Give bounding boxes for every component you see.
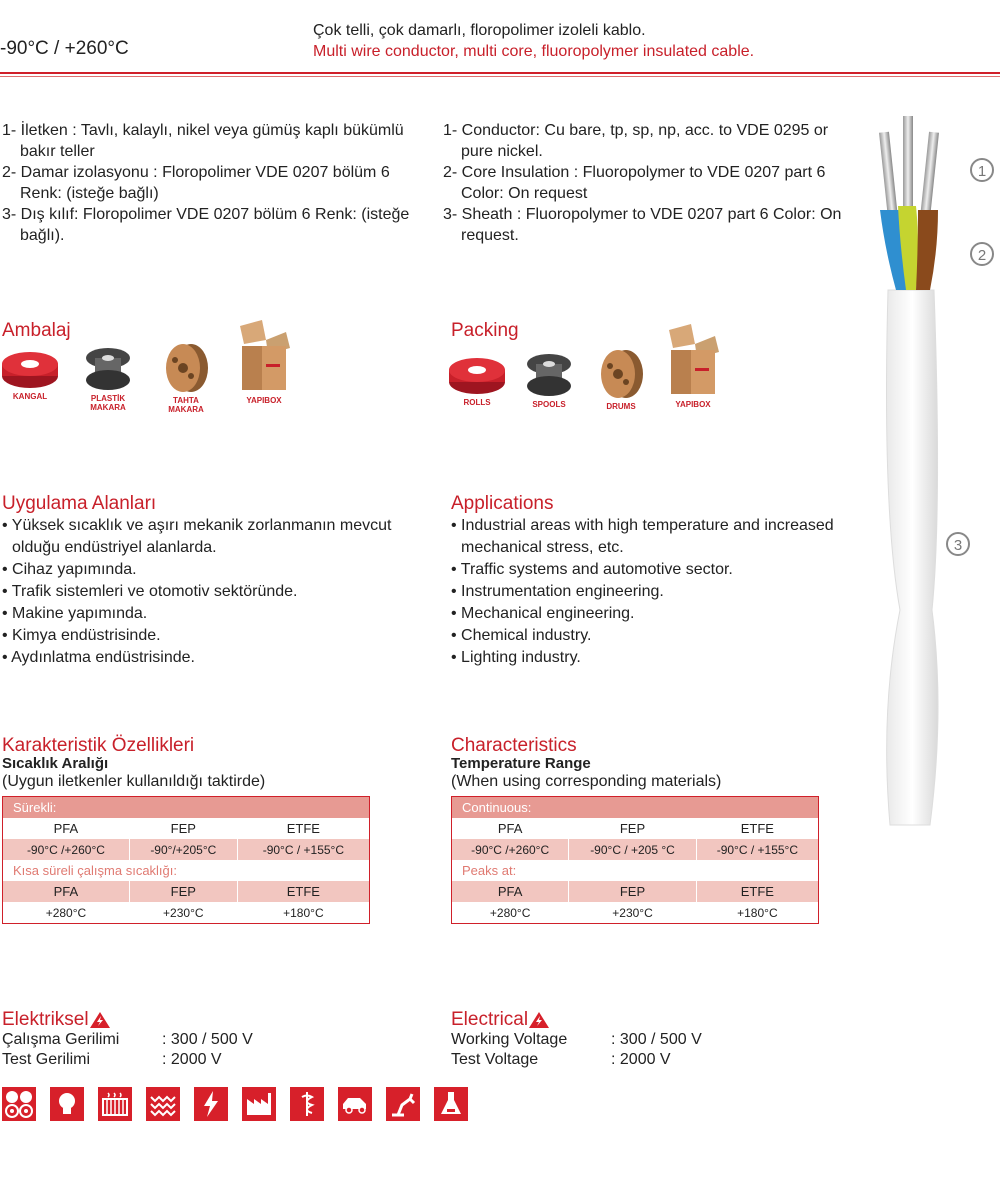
pack-box	[234, 318, 294, 405]
electrical-title: Electrical	[451, 1009, 529, 1030]
characteristics-tr	[2, 736, 370, 924]
table-cell: +230°C	[569, 902, 696, 923]
working-voltage-value: : 300 / 500 V	[162, 1031, 253, 1048]
cable-sheath	[887, 290, 939, 825]
pack-roll	[447, 356, 507, 407]
table-cell: +230°C	[129, 902, 237, 923]
construction-item: 3- Sheath : Fluoropolymer to VDE 0207 part 6 Color: On request.	[443, 206, 842, 244]
test-voltage-label: Test Voltage	[451, 1051, 539, 1068]
cable-illustration	[870, 110, 1000, 840]
callout-label: 1	[977, 163, 987, 180]
working-voltage-label: Working Voltage	[451, 1031, 568, 1048]
characteristics-subtitle: Temperature Range	[451, 755, 591, 772]
pack-label: ROLLS	[463, 398, 491, 407]
electrical-title: Elektriksel	[2, 1009, 89, 1030]
table-cell: -90°/+205°C	[129, 839, 237, 860]
warning-icon	[528, 1011, 550, 1029]
table-cell: -90°C / +205 °C	[569, 839, 696, 860]
medical-icon	[290, 1087, 324, 1121]
table-cell: -90°C / +155°C	[696, 839, 818, 860]
list-item: • Traffic systems and automotive sector.	[451, 559, 851, 581]
characteristics-en	[451, 736, 819, 924]
table-cell: FEP	[129, 818, 237, 839]
table-cell: +180°C	[696, 902, 818, 923]
test-voltage-label: Test Gerilimi	[2, 1051, 91, 1068]
car-icon	[338, 1087, 372, 1121]
table-cell: +280°C	[452, 902, 569, 923]
header-rule-thin	[0, 76, 1000, 77]
list-item: • Industrial areas with high temperature and increased mechanical stress, etc.	[451, 515, 851, 559]
packing-title-tr: Ambalaj	[2, 320, 71, 341]
list-item: • Chemical industry.	[451, 625, 851, 647]
list-item: • Cihaz yapımında.	[2, 559, 402, 581]
characteristics-note: (Uygun iletkenler kullanıldığı taktirde)	[2, 773, 266, 790]
packing-title-en: Packing	[451, 320, 519, 341]
table-section-label: Sürekli:	[3, 797, 369, 818]
table-cell: ETFE	[237, 881, 369, 902]
robot-arm-icon	[386, 1087, 420, 1121]
working-voltage-value: : 300 / 500 V	[611, 1031, 702, 1048]
applications-list-en	[451, 515, 851, 669]
list-item: • Instrumentation engineering.	[451, 581, 851, 603]
table-cell: ETFE	[696, 818, 818, 839]
drum-icon	[161, 342, 211, 394]
table-cell: ETFE	[237, 818, 369, 839]
working-voltage-label: Çalışma Gerilimi	[2, 1031, 120, 1048]
construction-item: 2- Core Insulation : Fluoropolymer to VDE 0207 part 6 Color: On request	[443, 164, 826, 202]
pack-drum	[591, 348, 651, 411]
applications-title-tr: Uygulama Alanları	[2, 493, 157, 514]
list-item: • Lighting industry.	[451, 647, 851, 669]
temperature-table	[451, 796, 819, 924]
table-cell: PFA	[3, 818, 129, 839]
header-rule	[0, 72, 1000, 74]
pack-label: SPOOLS	[532, 400, 566, 409]
construction-item: 3- Dış kılıf: Floropolimer VDE 0207 bölüm 6 Renk: (isteğe bağlı).	[2, 206, 410, 244]
spool-icon	[83, 346, 133, 392]
roll-icon	[1, 350, 59, 390]
packing-row-en	[447, 318, 723, 411]
spool-icon	[524, 352, 574, 398]
temperature-range-header: -90°C / +260°C	[0, 38, 129, 59]
pack-spool	[519, 352, 579, 409]
heat-wave-icon	[146, 1087, 180, 1121]
callout-label: 2	[977, 247, 987, 264]
temperature-table	[2, 796, 370, 924]
table-cell: +280°C	[3, 902, 129, 923]
table-cell: ETFE	[696, 881, 818, 902]
table-cell: +180°C	[237, 902, 369, 923]
table-section-label: Peaks at:	[452, 860, 818, 881]
lightning-icon	[194, 1087, 228, 1121]
characteristics-title: Characteristics	[451, 735, 577, 756]
product-title	[313, 20, 754, 62]
construction-item: 1- İletken : Tavlı, kalaylı, nikel veya gümüş kaplı bükümlü bakır teller	[2, 122, 404, 160]
table-cell: FEP	[569, 881, 696, 902]
list-item: • Yüksek sıcaklık ve aşırı mekanik zorlanmanın mevcut olduğu endüstriyel alanlarda.	[2, 515, 402, 559]
list-item: • Aydınlatma endüstrisinde.	[2, 647, 402, 669]
table-cell: PFA	[452, 818, 569, 839]
table-cell: FEP	[129, 881, 237, 902]
application-icons	[2, 1087, 468, 1121]
pack-roll	[0, 350, 60, 401]
test-voltage-value: : 2000 V	[162, 1051, 222, 1068]
flask-icon	[434, 1087, 468, 1121]
construction-item: 2- Damar izolasyonu : Floropolimer VDE 0207 bölüm 6 Renk: (isteğe bağlı)	[2, 164, 390, 202]
applications-title-en: Applications	[451, 493, 554, 514]
heater-icon	[98, 1087, 132, 1121]
applications-list-tr	[2, 515, 402, 669]
table-cell: -90°C / +155°C	[237, 839, 369, 860]
box-icon	[236, 318, 292, 394]
pack-label: YAPIBOX	[246, 396, 282, 405]
list-item: • Makine yapımında.	[2, 603, 402, 625]
construction-list-tr	[2, 120, 412, 246]
roll-icon	[448, 356, 506, 396]
packing-row-tr	[0, 318, 294, 414]
characteristics-subtitle: Sıcaklık Aralığı	[2, 755, 109, 772]
multi-core-icon	[2, 1087, 36, 1121]
table-section-label: Continuous:	[452, 797, 818, 818]
table-cell: FEP	[569, 818, 696, 839]
pack-box	[663, 322, 723, 409]
electrical-tr	[2, 1010, 253, 1070]
pack-label: PLASTİK MAKARA	[90, 394, 126, 412]
table-cell: -90°C /+260°C	[452, 839, 569, 860]
characteristics-note: (When using corresponding materials)	[451, 773, 722, 790]
factory-icon	[242, 1087, 276, 1121]
lightbulb-icon	[50, 1087, 84, 1121]
characteristics-title: Karakteristik Özellikleri	[2, 735, 195, 756]
table-cell: PFA	[3, 881, 129, 902]
product-title-tr: Çok telli, çok damarlı, floropolimer izoleli kablo.	[313, 22, 646, 39]
pack-label: YAPIBOX	[675, 400, 711, 409]
test-voltage-value: : 2000 V	[611, 1051, 671, 1068]
pack-label: DRUMS	[606, 402, 636, 411]
table-cell: PFA	[452, 881, 569, 902]
box-icon	[665, 322, 721, 398]
list-item: • Mechanical engineering.	[451, 603, 851, 625]
list-item: • Kimya endüstrisinde.	[2, 625, 402, 647]
list-item: • Trafik sistemleri ve otomotiv sektöründe.	[2, 581, 402, 603]
construction-item: 1- Conductor: Cu bare, tp, sp, np, acc. to VDE 0295 or pure nickel.	[443, 122, 829, 160]
pack-label: KANGAL	[12, 392, 48, 401]
construction-list-en	[443, 120, 853, 246]
drum-icon	[596, 348, 646, 400]
product-title-en: Multi wire conductor, multi core, fluoropolymer insulated cable.	[313, 43, 755, 60]
warning-icon	[89, 1011, 111, 1029]
table-cell: -90°C /+260°C	[3, 839, 129, 860]
pack-label: TAHTA MAKARA	[168, 396, 204, 414]
pack-wooden-drum	[156, 342, 216, 414]
electrical-en	[451, 1010, 702, 1070]
pack-plastic-spool	[78, 346, 138, 412]
table-section-label: Kısa süreli çalışma sıcaklığı:	[3, 860, 369, 881]
callout-label: 3	[953, 537, 963, 554]
